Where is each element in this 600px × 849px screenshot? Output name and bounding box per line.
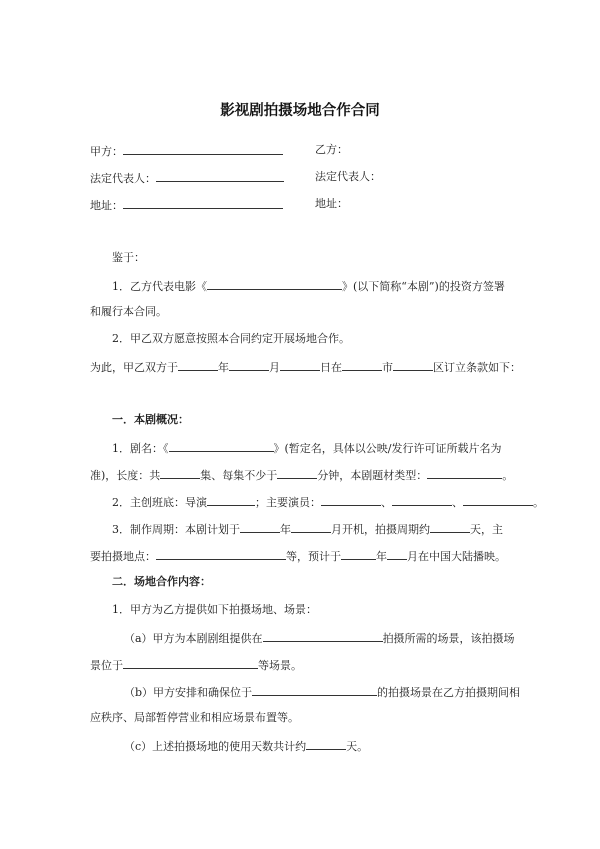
actor-1-blank[interactable] xyxy=(321,494,381,506)
start-year-blank[interactable] xyxy=(240,521,280,533)
scene-address-blank[interactable] xyxy=(252,684,377,696)
release-year-blank[interactable] xyxy=(341,548,376,560)
start-month-blank[interactable] xyxy=(291,521,331,533)
recital-1-text-a: 1．乙方代表电影《 xyxy=(112,280,207,293)
recital-1 xyxy=(112,278,505,294)
actor-3-blank[interactable] xyxy=(463,494,533,506)
agreement-text: 月 xyxy=(269,361,280,374)
section-1-item-2 xyxy=(112,494,544,510)
film-title-blank[interactable] xyxy=(207,278,342,290)
scene-location-blank[interactable] xyxy=(123,657,258,669)
item-text: 月开机，拍摄周期约 xyxy=(331,523,430,536)
item-text: 月在中国大陆播映。 xyxy=(407,550,506,563)
party-a-row xyxy=(90,143,283,159)
item-text: 。 xyxy=(502,469,514,482)
agreement-district-blank[interactable] xyxy=(393,359,433,371)
legal-rep-a-row xyxy=(90,170,284,186)
section-1-item-3 xyxy=(112,521,503,537)
item-text: 年 xyxy=(376,550,387,563)
item-text: （a）甲方为本剧剧组提供在 xyxy=(124,632,263,645)
whereas-label: 鉴于： xyxy=(112,251,145,264)
director-blank[interactable] xyxy=(207,494,255,506)
party-a-blank[interactable] xyxy=(123,143,283,155)
section-1-item-1 xyxy=(112,440,502,456)
section-2-item-a-line2 xyxy=(90,657,302,673)
item-text: 3．制作周期：本剧计划于 xyxy=(112,523,240,536)
section-2-item-b-line2: 应秩序、局部暂停营业和相应场景布置等。 xyxy=(90,711,299,724)
address-b-label: 地址： xyxy=(315,197,348,210)
legal-rep-b-label: 法定代表人： xyxy=(315,170,381,183)
item-text: 年 xyxy=(280,523,291,536)
shoot-location-blank[interactable] xyxy=(156,548,286,560)
section-2-item-b xyxy=(124,684,520,700)
section-1-heading: 一．本剧概况： xyxy=(112,413,189,426)
episodes-blank[interactable] xyxy=(160,467,200,479)
section-2-item-1: 1．甲方为乙方提供如下拍摄场地、场景： xyxy=(112,603,317,616)
agreement-day-blank[interactable] xyxy=(280,359,320,371)
agreement-month-blank[interactable] xyxy=(229,359,269,371)
section-2-heading: 二．场地合作内容： xyxy=(112,575,211,588)
recital-2: 2．甲乙双方愿意按照本合同约定开展场地合作。 xyxy=(112,332,350,345)
legal-rep-a-blank[interactable] xyxy=(156,170,284,182)
item-text: 天。 xyxy=(346,740,369,753)
item-text: 分钟，本剧题材类型： xyxy=(317,469,428,482)
item-text: 拍摄所需的场景，该拍摄场 xyxy=(382,632,515,645)
item-text: 1．剧名：《 xyxy=(112,442,169,455)
item-text: 景位于 xyxy=(90,659,123,672)
item-text: 。 xyxy=(533,496,544,509)
item-text: 》(暂定名，具体以公映/发行许可证所载片名为 xyxy=(273,442,502,455)
agreement-city-blank[interactable] xyxy=(342,359,382,371)
section-2-item-a xyxy=(124,630,515,646)
item-text: 2．主创班底：导演 xyxy=(112,496,207,509)
usage-days-blank[interactable] xyxy=(306,738,346,750)
party-a-label: 甲方： xyxy=(90,145,123,158)
agreement-text: 区订立条款如下： xyxy=(433,361,521,374)
legal-rep-a-label: 法定代表人： xyxy=(90,172,156,185)
drama-title-blank[interactable] xyxy=(169,440,274,452)
release-month-blank[interactable] xyxy=(387,548,407,560)
agreement-year-blank[interactable] xyxy=(178,359,218,371)
item-text: 等场景。 xyxy=(258,659,302,672)
agreement-text: 为此，甲乙双方于 xyxy=(90,361,178,374)
venue-blank[interactable] xyxy=(263,630,383,642)
agreement-text: 年 xyxy=(218,361,229,374)
item-text: 等，预计于 xyxy=(286,550,341,563)
recital-1-line2: 和履行本合同。 xyxy=(90,305,167,318)
recital-1-text-b: 》(以下简称“本剧”)的投资方签署 xyxy=(342,280,505,293)
item-text: ；主要演员： xyxy=(255,496,321,509)
item-text: （c）上述拍摄场地的使用天数共计约 xyxy=(124,740,307,753)
section-2-item-c xyxy=(124,738,368,754)
item-text: 准)，长度：共 xyxy=(90,469,161,482)
agreement-text: 日在 xyxy=(320,361,342,374)
actor-2-blank[interactable] xyxy=(392,494,452,506)
party-b-label: 乙方： xyxy=(315,143,348,156)
shoot-days-blank[interactable] xyxy=(430,521,470,533)
item-text: 天，主 xyxy=(470,523,503,536)
address-a-blank[interactable] xyxy=(123,197,283,209)
item-text: 、 xyxy=(381,496,392,509)
agreement-text: 市 xyxy=(382,361,393,374)
agreement-line xyxy=(90,359,521,375)
item-text: 要拍摄地点： xyxy=(90,550,156,563)
contract-title: 影视剧拍摄场地合作合同 xyxy=(220,103,380,119)
item-text: 的拍摄场景在乙方拍摄期间相 xyxy=(377,686,521,699)
genre-blank[interactable] xyxy=(427,467,502,479)
minutes-blank[interactable] xyxy=(277,467,317,479)
item-text: 、 xyxy=(452,496,463,509)
item-text: 集、每集不少于 xyxy=(200,469,278,482)
section-1-item-3-line2 xyxy=(90,548,506,564)
item-text: （b）甲方安排和确保位于 xyxy=(124,686,253,699)
address-a-label: 地址： xyxy=(90,199,123,212)
section-1-item-1-line2 xyxy=(90,467,513,483)
address-a-row xyxy=(90,197,283,213)
